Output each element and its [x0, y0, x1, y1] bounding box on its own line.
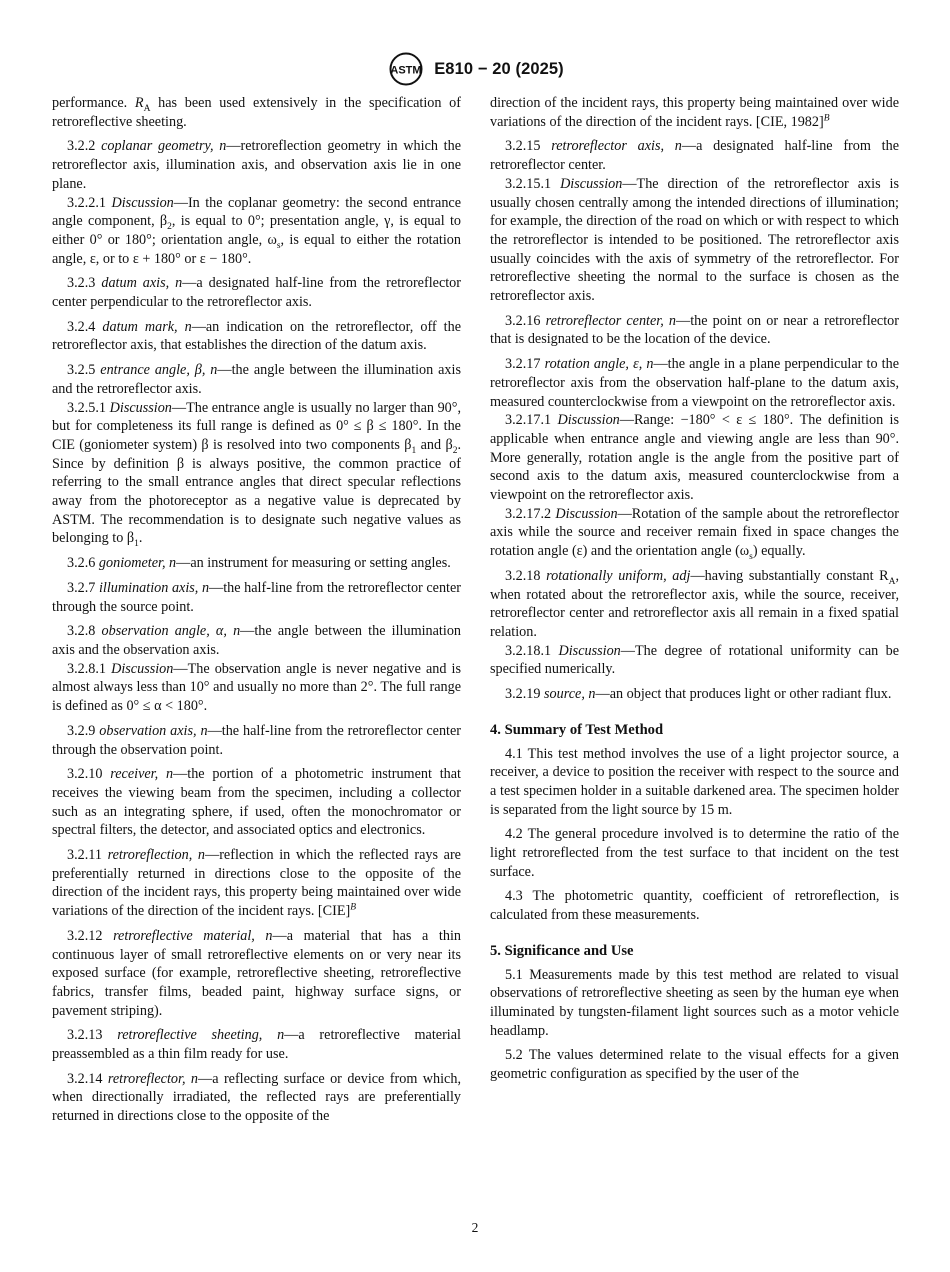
right-column: [490, 94, 899, 1084]
definition-paragraph: 3.2.7 illumination axis, n—the half-line from the retroreflector center through the source point.: [52, 579, 462, 615]
section-paragraph: 4.3 The photometric quantity, coefficient of retroreflection, is calculated from these measurements.: [490, 888, 899, 924]
definition-paragraph: 3.2.15 retroreflector axis, n—a designated half-line from the retroreflector center.: [490, 138, 899, 174]
definition-paragraph: 3.2.2 coplanar geometry, n—retroreflection geometry in which the retroreflector axis, illumination axis, and observation axis lie in one plane.: [52, 138, 461, 192]
left-column: [52, 94, 461, 1126]
definition-paragraph: 3.2.13 retroreflective sheeting, n—a retroreflective material preassembled as a thin film ready for use.: [52, 1027, 461, 1063]
definition-paragraph: 3.2.17 rotation angle, ε, n—the angle in a plane perpendicular to the retroreflector axis from the observation half-plane to the datum axis, measured counterclockwise from a viewpoint on the retroreflector axis.: [490, 356, 899, 410]
discussion-paragraph: 3.2.17.2 Discussion—Rotation of the sample about the retroreflector axis while the source and receiver remain fixed in space changes the rotation angle (ε) and the orientation angle $(\omega_s)$ equally.: [490, 505, 899, 562]
discussion-paragraph: 3.2.18.1 Discussion—The degree of rotational uniformity can be specified numerically.: [490, 642, 899, 678]
section-paragraph: 5.1 Measurements made by this test method are related to visual observations of retroreflective sheeting as seen by the human eye when illuminated by tungsten-filament light sources such as a motor vehicle headlamp.: [490, 966, 899, 1039]
section-heading-significance: 5. Significance and Use: [490, 942, 634, 959]
definition-paragraph: 3.2.3 datum axis, n—a designated half-line from the retroreflector center perpendicular to the retroreflector axis.: [52, 275, 461, 311]
astm-logo-icon: [386, 52, 426, 86]
page-header: [0, 52, 950, 86]
page-number: 2: [471, 1220, 479, 1235]
section-paragraph: 4.2 The general procedure involved is to determine the ratio of the light retroreflected from the test surface to that incident on the test surface.: [490, 826, 899, 880]
section-paragraph: 5.2 The values determined relate to the visual effects for a given geometric configuration as specified by the user of the: [490, 1047, 899, 1083]
logo-text: ASTM: [390, 64, 422, 77]
definition-paragraph: 3.2.12 retroreflective material, n—a material that has a thin continuous layer of small retroreflective elements on or very near its exposed surface (for example, retroreflective sheeting, retroreflective fabrics, transfer films, beaded paint, highway surface signs, or pavement striping).: [52, 927, 461, 1019]
discussion-paragraph: 3.2.8.1 Discussion—The observation angle is never negative and is almost always less than 10° and usually no more than 2°. The full range is defined as 0° ≤ α < 180°.: [52, 660, 462, 715]
paragraph: direction of the incident rays, this property being maintained over wide variations of the direction of the incident rays. [CIE, 1982]$^B$: [490, 95, 899, 130]
paragraph: performance. $R_A$ has been used extensively in the specification of retroreflective sheeting.: [52, 95, 461, 130]
section-heading-summary: 4. Summary of Test Method: [490, 721, 664, 738]
definition-paragraph: 3.2.19 source, n—an object that produces light or other radiant flux.: [505, 686, 892, 703]
definition-paragraph: 3.2.5 entrance angle, β, n—the angle between the illumination axis and the retroreflector axis.: [52, 362, 461, 397]
discussion-paragraph: 3.2.2.1 Discussion—In the coplanar geometry: the second entrance angle component, $\beta_2$, is equal to 0°; presentation angle, γ, is equal to either 0° or 180°; orientation angle, $\omega_s$, is equal to either the rotation angle, ε, or to ε + 180° or ε − 180°.: [52, 194, 462, 267]
definition-paragraph: 3.2.11 retroreflection, n—reflection in which the reflected rays are preferentially returned in directions close to the opposite of the direction of the incident rays, this property being maintained over wide variations of the direction of the incident rays. [CIE]$^B$: [52, 847, 461, 920]
definition-paragraph: 3.2.18 rotationally uniform, adj—having substantially constant $R_A$, when rotated about the retroreflector axis, while the source, receiver, retroreflector center and retroreflector axis all remain in a fixed spatial relation.: [490, 567, 900, 640]
definition-paragraph: 3.2.4 datum mark, n—an indication on the retroreflector, off the retroreflector axis, that establishes the direction of the datum axis.: [52, 318, 461, 354]
definition-paragraph: 3.2.8 observation angle, α, n—the angle between the illumination axis and the observation axis.: [52, 623, 462, 658]
section-paragraph: 4.1 This test method involves the use of a light projector source, a receiver, a device to position the receiver with respect to the source and a test specimen holder in a suitable darkened area. The specimen holder is separated from the light source by 15 m.: [490, 745, 899, 818]
discussion-paragraph: 3.2.5.1 Discussion—The entrance angle is usually no larger than 90°, but for completeness its full range is defined as 0° ≤ β ≤ 180°. In the CIE (goniometer system) β is resolved into two components $\beta_1$ and $\beta_2$. Since by definition β is always positive, the common practice of referring to the small entrance angles that direct specular reflections away from the photoreceptor as a negative value is deprecated by ASTM. The recommendation is to designate such negative values as belonging to $\beta_1$.: [52, 399, 462, 550]
discussion-paragraph: 3.2.15.1 Discussion—The direction of the retroreflector axis is usually chosen centrally among the intended directions of illumination; for example, the direction of the road on which or with respect to which the retroreflector is intended to be positioned. The retroreflector axis usually coincides with the axis of symmetry of the retroreflector. For retroreflective sheeting the normal to the surface is chosen as the retroreflector axis.: [490, 175, 899, 305]
definition-paragraph: 3.2.16 retroreflector center, n—the point on or near a retroreflector that is designated to be the location of the device.: [490, 312, 899, 348]
document-id: E810 − 20 (2025): [434, 59, 564, 78]
definition-paragraph: 3.2.10 receiver, n—the portion of a photometric instrument that receives the viewing beam from the specimen, including a collector such as an integrating sphere, if used, often the monochromator or spectral filters, the detector, and associated optics and electronics.: [52, 766, 461, 839]
definition-paragraph: 3.2.6 goniometer, n—an instrument for measuring or setting angles.: [67, 555, 451, 572]
definition-paragraph: 3.2.9 observation axis, n—the half-line from the retroreflector center through the observation point.: [52, 722, 462, 758]
discussion-paragraph: 3.2.17.1 Discussion—Range: −180° < ε ≤ 180°. The definition is applicable when entrance angle and viewing angle are less than 90°. More generally, rotation angle is the angle from the positive part of second axis to the datum axis, measured counterclockwise from a viewpoint on the retroreflector axis.: [490, 412, 899, 504]
definition-paragraph: 3.2.14 retroreflector, n—a reflecting surface or device from which, when directionally irradiated, the reflected rays are preferentially returned in directions close to the opposite of the: [52, 1070, 461, 1125]
